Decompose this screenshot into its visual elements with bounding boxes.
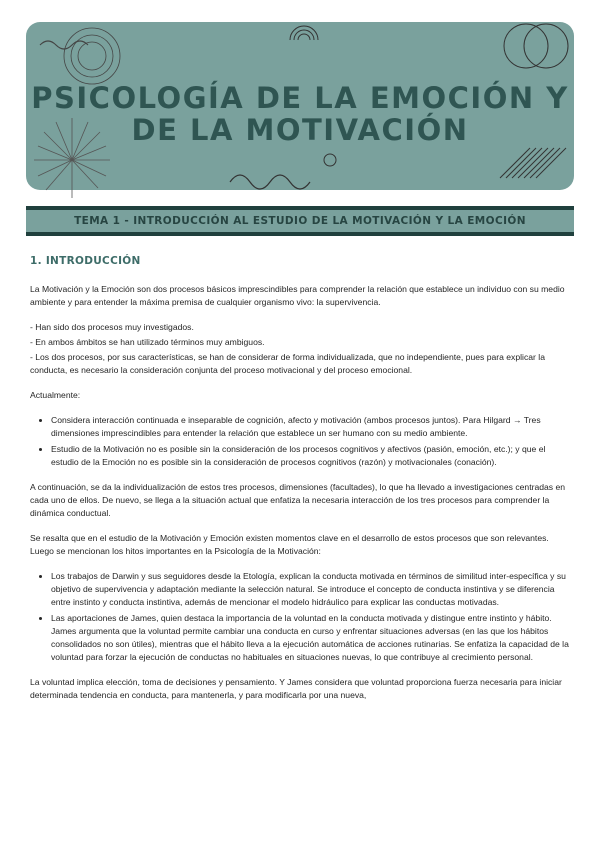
dash-item: - Los dos procesos, por sus características, se han de considerar de forma individualizada, que no independiente, pues para explicar la conducta, es necesario la consideración conjunta del proceso motivacional y del proceso emocional.: [30, 352, 545, 375]
section-title: 1. INTRODUCCIÓN: [30, 255, 141, 267]
document-title: PSICOLOGÍA DE LA EMOCIÓN Y DE LA MOTIVACIÓN: [31, 81, 569, 147]
paragraph-hitos: Se resalta que en el estudio de la Motivación y Emoción existen momentos clave en el desarrollo de estos procesos que son relevantes. Luego se mencionan los hitos importantes en la Psicología de la Motivación:: [30, 533, 549, 556]
ring-icon: [504, 24, 568, 68]
list-item: • Los trabajos de Darwin y sus seguidores desde la Etología, explican la conducta motivada en términos de similitud inter-específica y su objetivo de supervivencia y adaptación mediante la selección natural. Se introduce el concepto de conducta instintiva y se diferencia entre instinto y conducta instintiva, además de mencionar el modelo hidráulico para explicar las conductas motivadas.: [51, 570, 575, 609]
dash-item: - En ambos ámbitos se han utilizado términos muy ambiguos.: [30, 337, 265, 347]
document-header: [0, 0, 600, 200]
circles-icon: [64, 28, 120, 84]
hatch-icon: [500, 148, 566, 178]
dash-list: [30, 321, 575, 377]
actualmente-list: [30, 414, 575, 469]
actualmente-label: Actualmente:: [30, 390, 81, 400]
list-item: • Estudio de la Motivación no es posible sin la consideración de los procesos cognitivos y afectivos (pasión, emoción, etc.); y que el estudio de la Emoción no es posible sin la consideración de procesos cognitivos (razón) y motivacionales (conación).: [51, 443, 575, 469]
hitos-list: [30, 570, 575, 664]
intro-paragraph: La Motivación y la Emoción son dos procesos básicos imprescindibles para comprender la relación que establece un individuo con su medio ambiente y para entender la máxima premisa de cualquier organismo vivo: la supervivencia.: [30, 284, 565, 307]
arches-icon: [290, 26, 318, 40]
list-item: • Considera interacción continuada e inseparable de cognición, afecto y motivación (ambos procesos juntos). Para Hilgard → Tres dimensiones imprescindibles para entender la relación que establece un ser humano con su medio ambiente.: [51, 414, 575, 440]
dash-item: - Han sido dos procesos muy investigados.: [30, 322, 194, 332]
dot-circle-icon: [324, 154, 336, 166]
tema-heading: TEMA 1 - INTRODUCCIÓN AL ESTUDIO DE LA MOTIVACIÓN Y LA EMOCIÓN: [26, 206, 574, 236]
paragraph-individualizacion: A continuación, se da la individualización de estos tres procesos, dimensiones (facultades), lo que ha llevado a investigaciones centradas en cada uno de ellos. De nuevo, se llega a la situación actual que enfatiza la necesaria interacción de los tres procesos para comprender la dinámica conductual.: [30, 482, 566, 518]
content-body: [30, 255, 575, 714]
wave-icon: [230, 175, 310, 189]
list-item: • Las aportaciones de James, quien destaca la importancia de la voluntad en la conducta motivada y distingue entre instinto y hábito. James argumenta que la voluntad permite cambiar una conducta en curso y enfrentar situaciones adversas (en las que los hábitos consolidados no son útiles), mientras que el hábito lleva a la ejecución automática de acciones rutinarias. Se enfatiza la capacidad de la voluntad para forzar la ejecución de conductas no habituales en situaciones nuevas, lo que contribuye al crecimiento personal.: [51, 612, 575, 664]
paragraph-voluntad: La voluntad implica elección, toma de decisiones y pensamiento. Y James considera que voluntad proporciona fuerza necesaria para iniciar determinada tendencia en conducta, para mantenerla, y para modificarla por una nueva,: [30, 677, 562, 700]
